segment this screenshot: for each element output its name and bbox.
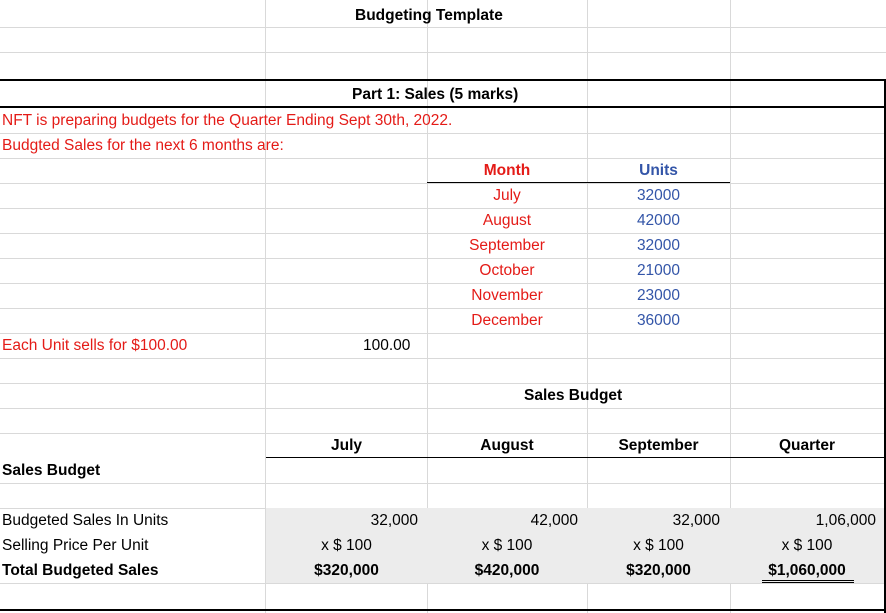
month-cell: November bbox=[471, 287, 543, 304]
units-cell: 42000 bbox=[636, 212, 681, 229]
budget-cell[interactable]: x $ 100 bbox=[321, 537, 372, 554]
units-cell: 32000 bbox=[636, 237, 681, 254]
month-cell: October bbox=[479, 262, 535, 279]
quarter-total-underline-1 bbox=[762, 580, 854, 581]
row-label-total: Total Budgeted Sales bbox=[2, 562, 159, 579]
units-header: Units bbox=[639, 162, 678, 179]
budget-cell[interactable]: $420,000 bbox=[474, 562, 540, 579]
unit-price-value[interactable]: 100.00 bbox=[363, 337, 411, 354]
month-cell: July bbox=[493, 187, 521, 204]
column-header-underline bbox=[266, 457, 886, 458]
budget-cell[interactable]: x $ 100 bbox=[481, 537, 533, 554]
sales-budget-heading: Sales Budget bbox=[524, 387, 623, 404]
month-cell: August bbox=[482, 212, 532, 229]
budget-cell[interactable]: x $ 100 bbox=[633, 537, 684, 554]
budget-cell[interactable]: 1,06,000 bbox=[815, 512, 876, 529]
page-title: Budgeting Template bbox=[355, 7, 503, 24]
quarter-total-underline-2 bbox=[762, 582, 854, 583]
sales-budget-row-label: Sales Budget bbox=[2, 462, 101, 479]
month-cell: September bbox=[469, 237, 545, 254]
intro-line-1: NFT is preparing budgets for the Quarter Ending Sept 30th, 2022. bbox=[2, 112, 453, 129]
thick-border-bottom bbox=[0, 609, 886, 611]
budget-cell[interactable]: 32,000 bbox=[370, 512, 418, 529]
budget-cell[interactable]: $320,000 bbox=[314, 562, 379, 579]
units-cell: 23000 bbox=[636, 287, 681, 304]
thick-border-top bbox=[0, 79, 886, 81]
row-label-units: Budgeted Sales In Units bbox=[2, 512, 169, 529]
month-cell: December bbox=[471, 312, 543, 329]
units-cell: 32000 bbox=[636, 187, 681, 204]
col-header-september: September bbox=[618, 437, 699, 454]
col-header-july: July bbox=[330, 437, 362, 454]
month-header: Month bbox=[483, 162, 531, 179]
budget-cell[interactable]: $1,060,000 bbox=[768, 562, 846, 579]
budget-cell[interactable]: 32,000 bbox=[672, 512, 720, 529]
col-header-quarter: Quarter bbox=[779, 437, 835, 454]
unit-price-label: Each Unit sells for $100.00 bbox=[2, 337, 188, 354]
budget-cell[interactable]: x $ 100 bbox=[781, 537, 833, 554]
part1-heading: Part 1: Sales (5 marks) bbox=[352, 86, 519, 103]
budget-cell[interactable]: 42,000 bbox=[530, 512, 578, 529]
intro-line-2: Budgted Sales for the next 6 months are: bbox=[2, 137, 284, 154]
units-cell: 36000 bbox=[636, 312, 681, 329]
budget-cell[interactable]: $320,000 bbox=[626, 562, 691, 579]
row-label-price: Selling Price Per Unit bbox=[2, 537, 149, 554]
units-cell: 21000 bbox=[636, 262, 681, 279]
col-header-august: August bbox=[480, 437, 534, 454]
